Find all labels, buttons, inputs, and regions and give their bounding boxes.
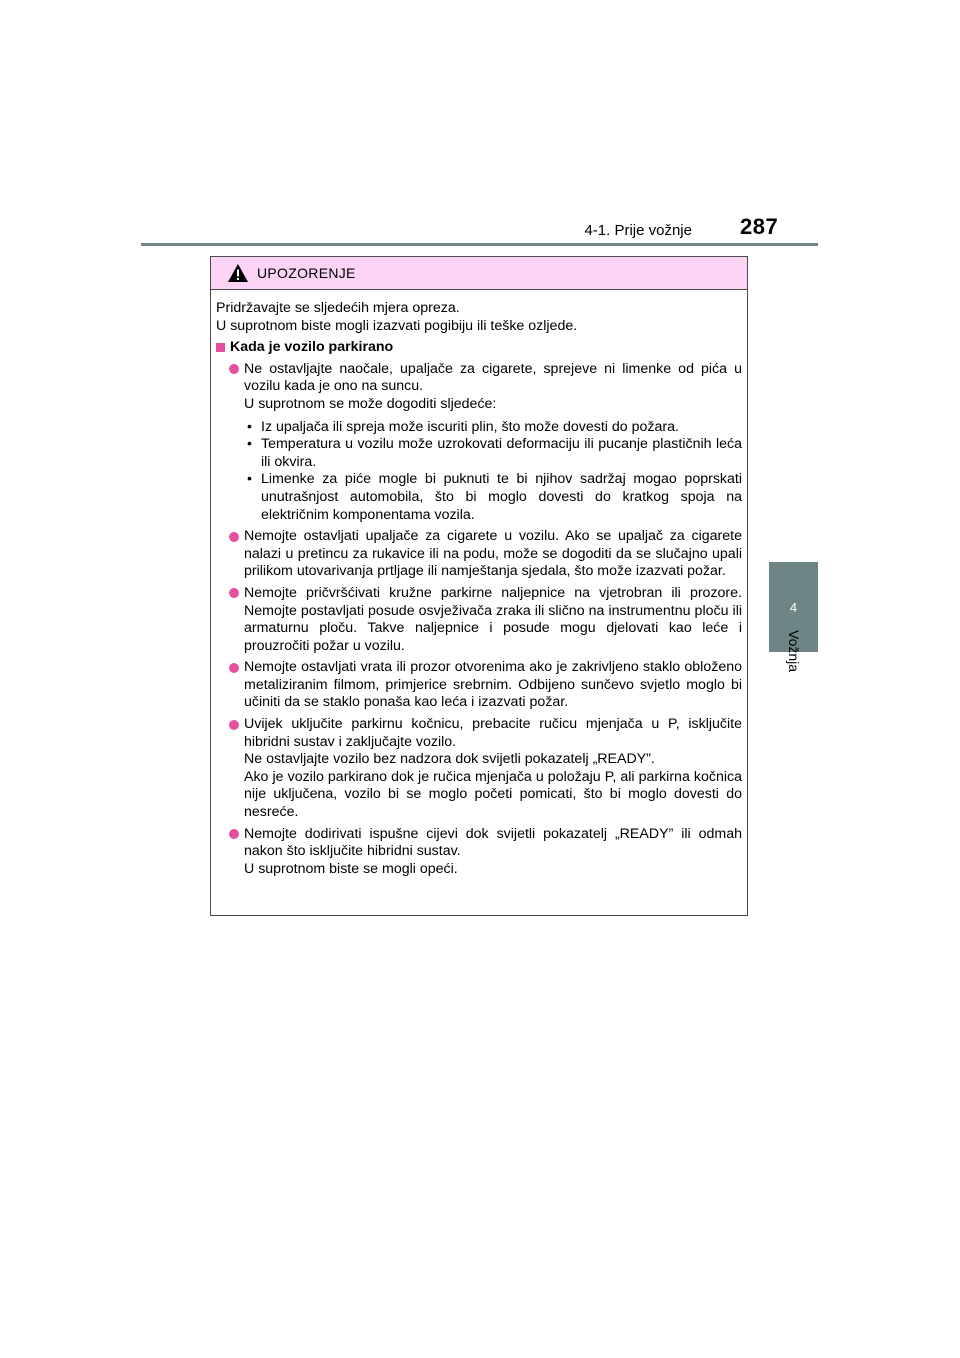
- sub-list: [244, 419, 742, 525]
- warning-box: [210, 256, 748, 916]
- list-item: [216, 716, 742, 822]
- list-item: [216, 361, 742, 524]
- bullet-icon: •: [247, 471, 252, 488]
- warning-body: [211, 290, 747, 878]
- item-5-line-3: Ako je vozilo parkirano dok je ručica mjenjača u položaju P, ali parkirna kočnica nije uključena, vozilo bi se moglo početi pomicati, što bi moglo dovesti do nesreće.: [244, 768, 742, 821]
- list-item: [216, 528, 742, 581]
- sub-list-item: [244, 419, 742, 437]
- item-3-text: Nemojte pričvršćivati kružne parkirne naljepnice na vjetrobran ili prozore. Nemojte postavljati posude osvježivača zraka ili slično na instrumentnu ploču ili armaturnu ploču. Takve naljepnice i posude mogu djelovati kao leće i prouzročiti požar u vozilu.: [244, 584, 742, 654]
- page-header: [0, 0, 960, 250]
- list-item: [216, 659, 742, 712]
- item-5-line-1: Uvijek uključite parkirnu kočnicu, prebacite ručicu mjenjača u P, isključite hibridni sustav i zaključajte vozilo.: [244, 716, 742, 750]
- item-6-line-1: Nemojte dodirivati ispušne cijevi dok svijetli pokazatelj „READY” ili odmah nakon što isključite hibridni sustav.: [244, 825, 742, 860]
- square-bullet-icon: [216, 343, 225, 352]
- item-6-line-2: U suprotnom biste se mogli opeći.: [244, 860, 458, 877]
- sub-list-item: [244, 436, 742, 471]
- sub-item-text: Iz upaljača ili spreja može iscuriti plin, što može dovesti do požara.: [261, 418, 679, 435]
- subheading: [216, 339, 742, 357]
- item-1-line-1: Ne ostavljajte naočale, upaljače za cigarete, sprejeve ni limenke od pića u vozilu kada je ono na suncu.: [244, 360, 742, 395]
- intro-line-2: U suprotnom biste mogli izazvati pogibiju ili teške ozljede.: [216, 317, 578, 334]
- warning-intro: [216, 300, 742, 335]
- circle-bullet-icon: [229, 720, 239, 730]
- bullet-icon: •: [247, 418, 252, 435]
- sub-item-text: Temperatura u vozilu može uzrokovati deformaciju ili pucanje plastičnih leća ili okvira.: [261, 436, 742, 470]
- circle-bullet-icon: [229, 364, 239, 374]
- item-1-line-2: U suprotnom se može dogoditi sljedeće:: [244, 395, 497, 412]
- chapter-label: [782, 630, 806, 690]
- section-title: 4-1. Prije vožnje: [584, 222, 692, 239]
- chapter-label-text: Vožnja: [786, 630, 802, 673]
- sub-item-text: Limenke za piće mogle bi puknuti te bi njihov sadržaj mogao poprskati unutrašnjost automobila, što bi moglo dovesti do kratkog spoja na električnim komponentama vozila.: [261, 471, 742, 523]
- circle-bullet-icon: [229, 532, 239, 542]
- subheading-text: Kada je vozilo parkirano: [230, 339, 394, 356]
- circle-bullet-icon: [229, 829, 239, 839]
- bullet-icon: •: [247, 436, 252, 453]
- warning-triangle-icon: [227, 263, 249, 283]
- list-item: [216, 585, 742, 655]
- circle-bullet-icon: [229, 588, 239, 598]
- page-number: 287: [740, 214, 779, 239]
- chapter-number: 4: [789, 599, 798, 615]
- warning-header: [211, 257, 747, 290]
- header-rule: [141, 243, 818, 246]
- item-2-text: Nemojte ostavljati upaljače za cigarete u vozilu. Ako se upaljač za cigarete nalazi u pretincu za rukavice ili na podu, može se dogoditi da se slučajno upali prilikom utovarivanja prtljage ili namještanja sjedala, što može izazvati požar.: [244, 528, 742, 580]
- item-5-line-2: Ne ostavljajte vozilo bez nadzora dok svijetli pokazatelj „READY”.: [244, 751, 655, 768]
- sub-list-item: [244, 471, 742, 524]
- item-4-text: Nemojte ostavljati vrata ili prozor otvorenima ako je zakrivljeno staklo obloženo metaliziranim filmom, primjerice srebrnim. Odbijeno sunčevo svjetlo moglo bi učiniti da se staklo ponaša kao leća i izazvati požar.: [244, 659, 742, 711]
- warning-title: UPOZORENJE: [257, 265, 356, 281]
- intro-line-1: Pridržavajte se sljedećih mjera opreza.: [216, 300, 460, 316]
- circle-bullet-icon: [229, 663, 239, 673]
- list-item: [216, 826, 742, 879]
